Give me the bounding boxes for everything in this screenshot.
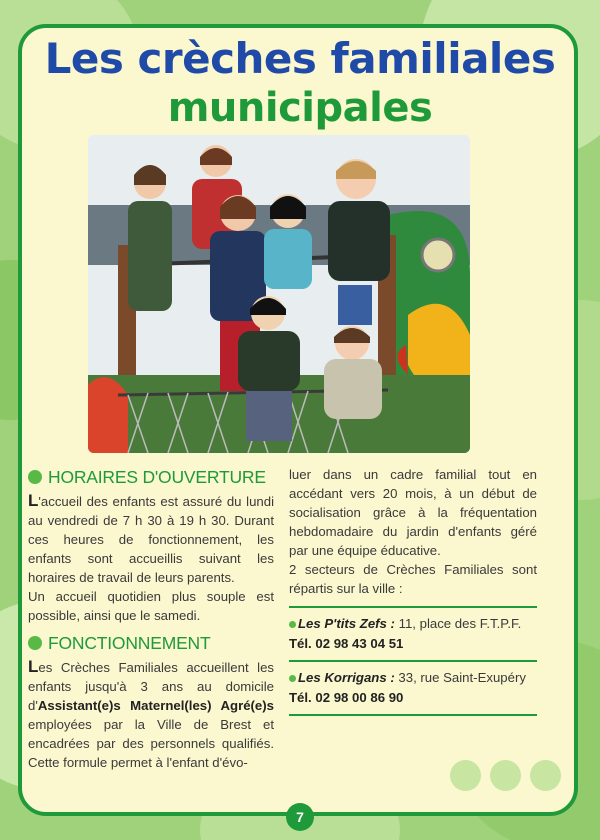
section-heading-fonctionnement — [28, 631, 274, 655]
creche-name: Les P'tits Zefs : — [298, 616, 395, 631]
fonctionnement-text-a: es Crèches Familiales accueillent les enfants jusqu'à 3 ans au domicile d' — [28, 660, 274, 713]
creche-street: 11, place des F.T.P.F. — [394, 616, 522, 631]
left-column — [28, 465, 274, 772]
circle-icon — [450, 760, 481, 791]
fonctionnement-paragraph — [28, 657, 274, 772]
bullet-dot-icon — [289, 675, 296, 682]
continuation-paragraph: luer dans un cadre familial tout en accédant vers 20 mois, à un début de socialisation grâce à la fréquentation hebdomadaire du jardin d'enfants géré par une équipe éducative. — [289, 467, 537, 558]
divider — [289, 660, 537, 662]
bullet-dot-icon — [28, 470, 42, 484]
page-title: Les crèches familiales — [44, 34, 556, 83]
fonctionnement-text-b: employées par la Ville de Brest et encadrées par des personnels qualifiés. Cette formule permet à l'enfant d'évo- — [28, 717, 274, 770]
divider — [289, 606, 537, 608]
circle-icon — [530, 760, 561, 791]
horaires-paragraph — [28, 491, 274, 587]
address-block-ptits-zefs — [289, 614, 537, 654]
dropcap: L — [28, 657, 39, 676]
creche-street: 33, rue Saint-Exupéry — [394, 670, 526, 685]
circle-icon — [490, 760, 521, 791]
decorative-circles — [450, 760, 561, 791]
horaires-text: 'accueil des enfants est assuré du lundi au vendredi de 7 h 30 à 19 h 30. Durant ces heures de fonctionnement, les enfants sont accueillis suivant les horaires de travail de leurs parents. — [28, 494, 274, 585]
sectors-intro: 2 secteurs de Crèches Familiales sont répartis sur la ville : — [289, 562, 537, 596]
playground-illustration — [88, 135, 470, 453]
heading-text: FONCTIONNEMENT — [48, 633, 211, 653]
horaires-paragraph-2: Un accueil quotidien plus souple est possible, ainsi que le samedi. — [28, 589, 274, 623]
dropcap: L — [28, 491, 39, 510]
assistantes-maternelles: Assistant(e)s Maternel(les) Agré(e)s — [37, 698, 274, 713]
creche-phone: Tél. 02 98 00 86 90 — [289, 690, 404, 705]
section-heading-horaires — [28, 465, 274, 489]
divider — [289, 714, 537, 716]
bullet-dot-icon — [28, 636, 42, 650]
heading-text: HORAIRES D'OUVERTURE — [48, 467, 266, 487]
bullet-dot-icon — [289, 621, 296, 628]
right-column — [289, 465, 537, 716]
page-subtitle: municipales — [167, 85, 433, 131]
creche-phone: Tél. 02 98 43 04 51 — [289, 636, 404, 651]
page-number: 7 — [286, 803, 314, 831]
creche-name: Les Korrigans : — [298, 670, 395, 685]
children-photo — [88, 135, 470, 453]
address-block-korrigans — [289, 668, 537, 708]
